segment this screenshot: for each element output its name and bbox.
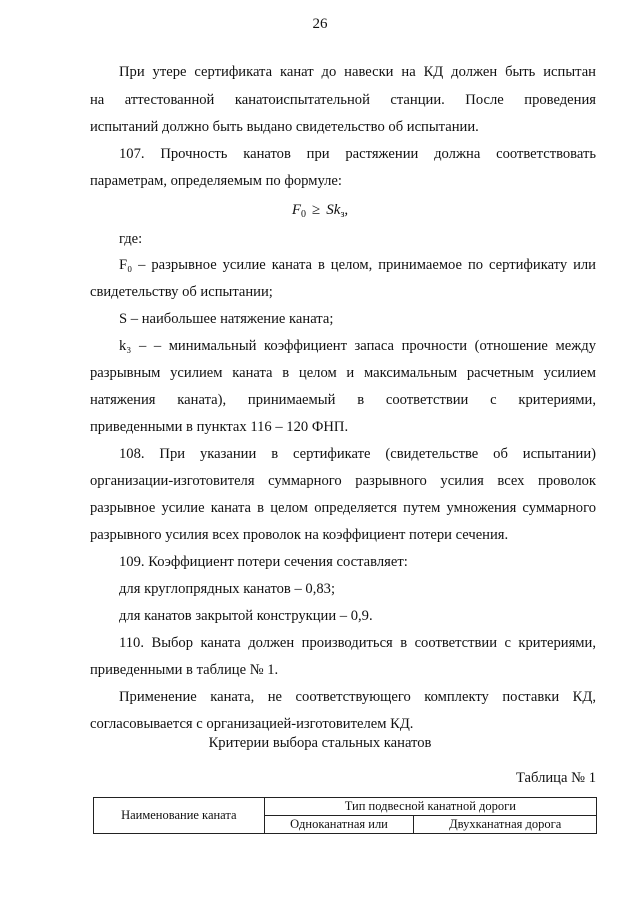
formula-operator: ≥ — [312, 202, 321, 218]
paragraph-line: приведенными в пунктах 116 – 120 ФНП. — [90, 419, 349, 435]
header-rope-name: Наименование каната — [94, 798, 265, 834]
paragraph-line: k₃ – – минимальный коэффициент запаса прочности (отношение между — [119, 338, 596, 354]
paragraph-line: При утере сертификата канат до навески на КД должен быть испытан — [119, 64, 596, 80]
paragraph-line: разрывного усилия всех проволок на коэффициент потери сечения. — [90, 527, 509, 543]
header-monocable: Одноканатная или — [264, 816, 414, 834]
strength-formula — [0, 202, 640, 220]
table-caption: Критерии выбора стальных канатов — [208, 735, 432, 751]
paragraph-line: разрывное усилие каната в целом определяется путем умножения суммарного — [90, 500, 596, 516]
formula-tail: , — [344, 202, 349, 218]
paragraph-line: на аттестованной канатоиспытательной станции. После проведения — [90, 92, 596, 108]
criteria-table — [93, 797, 597, 834]
paragraph-line: согласовывается с организацией-изготовителем КД. — [90, 716, 414, 732]
paragraph-line: приведенными в таблице № 1. — [90, 662, 279, 678]
page-number: 26 — [312, 16, 328, 32]
paragraph-line: для круглопрядных канатов – 0,83; — [119, 581, 336, 597]
paragraph-line: испытаний должно быть выдано свидетельство об испытании. — [90, 119, 479, 135]
table-label: Таблица № 1 — [516, 770, 596, 786]
paragraph-line: для канатов закрытой конструкции – 0,9. — [119, 608, 373, 624]
paragraph-line: 108. При указании в сертификате (свидетельстве об испытании) — [119, 446, 596, 462]
paragraph-line: 109. Коэффициент потери сечения составляет: — [119, 554, 408, 570]
paragraph-line: где: — [119, 231, 143, 247]
table-header-row — [94, 798, 597, 816]
header-ropeway-type: Тип подвесной канатной дороги — [264, 798, 596, 816]
paragraph-line: параметрам, определяемым по формуле: — [90, 173, 342, 189]
formula-lhs-subscript: 0 — [301, 209, 307, 220]
paragraph-line: S – наибольшее натяжение каната; — [119, 311, 334, 327]
paragraph-line: 107. Прочность канатов при растяжении должна соответствовать — [119, 146, 596, 162]
paragraph-line: разрывным усилием каната в целом и максимальным расчетным усилием — [90, 365, 596, 381]
paragraph-line: F₀ – разрывное усилие каната в целом, принимаемое по сертификату или — [119, 257, 596, 273]
formula-rhs: Sk — [326, 202, 341, 218]
paragraph-line: натяжения каната), принимаемый в соответствии с критериями, — [90, 392, 596, 408]
paragraph-line: организации-изготовителя суммарного разрывного усилия всех проволок — [90, 473, 596, 489]
header-bicable: Двухканатная дорога — [414, 816, 597, 834]
formula-lhs: F — [291, 202, 302, 218]
paragraph-line: 110. Выбор каната должен производиться в соответствии с критериями, — [119, 635, 596, 651]
formula-rhs-subscript: з — [340, 209, 345, 220]
paragraph-line: свидетельству об испытании; — [90, 284, 273, 300]
paragraph-line: Применение каната, не соответствующего комплекту поставки КД, — [119, 689, 596, 705]
